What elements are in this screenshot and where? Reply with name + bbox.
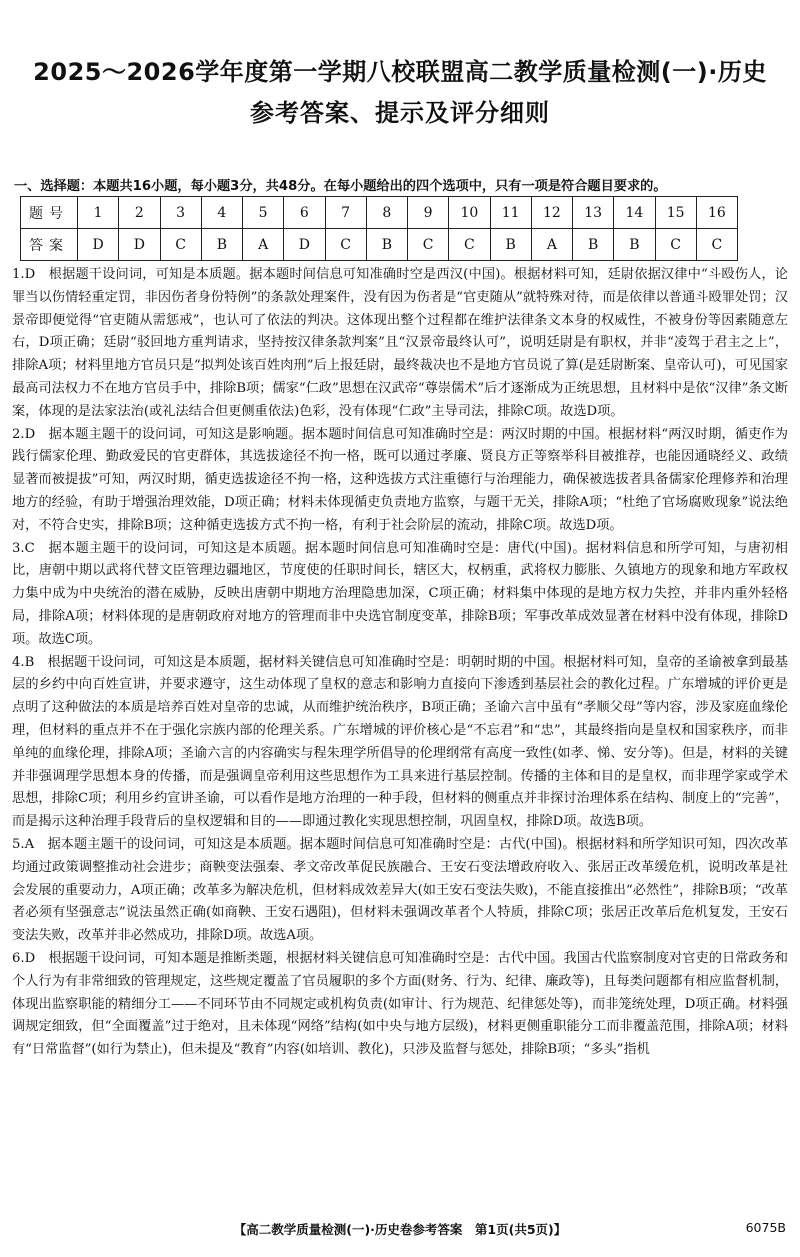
answer-table	[20, 196, 738, 261]
table-cell: B	[201, 229, 242, 261]
table-cell: C	[449, 229, 490, 261]
table-cell: 9	[408, 197, 449, 229]
table-cell: D	[284, 229, 325, 261]
table-cell: 11	[490, 197, 531, 229]
table-row-answers	[21, 229, 738, 261]
explanation-paragraph-6: 6.D 根据题干设问词，可知本题是推断类题，根据材料关键信息可知准确时空是：古代中国。我国古代监察制度对官吏的日常政务和个人行为有非常细致的管理规定，这些规定覆盖了官员履职的多个方面(财务、行为、纪律、廉政等)，且每类问题都有相应监督机制，体现出监察职能的精细分工——不同环节由不同规定或机构负责(如审计、行为规范、纪律惩处等)，而非笼统处理，D项正确。材料强调规定细致，但“全面覆盖”过于绝对，且未体现“网络”结构(如中央与地方层级)，材料更侧重职能分工而非覆盖范围，排除A项；材料有“日常监督”(如行为禁止)，但未提及“教育”内容(如培训、教化)，只涉及监督与惩处，排除B项；“多头”指机	[12, 950, 788, 1058]
footer-page-info: 【高二教学质量检测(一)·历史卷参考答案 第1页(共5页)】	[233, 1222, 567, 1237]
page-subtitle: 参考答案、提示及评分细则	[250, 99, 550, 127]
table-cell: D	[119, 229, 160, 261]
table-cell: B	[490, 229, 531, 261]
table-cell: B	[366, 229, 407, 261]
explanation-paragraph-1: 1.D 根据题干设问词，可知是本质题。据本题时间信息可知准确时空是西汉(中国)。根据材料可知，廷尉依据汉律中“斗殴伤人，论罪当以伤情轻重定罚，非因伤者身份特例”的条款处理案件，没有因为伤者是“官吏随从”就特殊对待，而是依律以普通斗殴罪处罚；汉景帝即便觉得“官吏随从需惩戒”，也认可了依法的判决。这体现出整个过程都在维护法律条文本身的权威性，不被身份等因素随意左右，D项正确；廷尉“驳回地方重判请求，坚持按汉律条款判案”且“汉景帝最终认可”，说明廷尉是有职权，并非“凌驾于君主之上”，排除A项；材料里地方官员只是“拟判处该百姓肉刑”后上报廷尉，最终裁决也不是地方官员说了算(是廷尉断案、皇帝认可)，可见国家最高司法权力不在地方官员手中，排除B项；儒家“仁政”思想在汉武帝“尊崇儒术”后才逐渐成为正统思想，且材料中是依“汉律”条文断案，体现的是法家法治(或礼法结合但更侧重依法)色彩，没有体现“仁政”主导司法，排除C项。故选D项。	[12, 267, 788, 419]
table-cell: C	[408, 229, 449, 261]
explanation-paragraph-3: 3.C 据本题主题干的设问词，可知这是本质题。据本题时间信息可知准确时空是：唐代(中国)。据材料信息和所学可知，与唐初相比，唐朝中期以武将代替文臣管理边疆地区，节度使的任职时间长，辖区大，权柄重，武将权力膨胀、久镇地方的现象和地方军政权力集中成为中央统治的潜在威胁，反映出唐朝中期地方治理隐患加深，C项正确；材料集中体现的是地方权力失控，并非内重外轻格局，排除A项；材料体现的是唐朝政府对地方的管理而非中央选官制度变革，排除B项；军事改革成效显著在材料中没有体现，排除D项。故选C项。	[12, 540, 788, 647]
table-cell: C	[655, 229, 696, 261]
table-cell: 6	[284, 197, 325, 229]
table-cell: 13	[573, 197, 614, 229]
table-cell: B	[573, 229, 614, 261]
table-cell: 1	[78, 197, 119, 229]
table-cell: A	[243, 229, 284, 261]
footer-code: 6075B	[745, 1220, 786, 1235]
table-cell: 14	[614, 197, 655, 229]
section-instruction: 一、选择题：本题共16小题，每小题3分，共48分。在每小题给出的四个选项中，只有一项是符合题目要求的。	[14, 179, 667, 194]
page-footer	[0, 1220, 800, 1240]
table-cell: C	[696, 229, 737, 261]
explanation-paragraph-4: 4.B 根据题干设问词，可知这是本质题，据材料关键信息可知准确时空是：明朝时期的中国。根据材料可知，皇帝的圣谕被拿到最基层的乡约中向百姓宣讲，并要求遵守，这生动体现了皇权的意志和影响力直接向下渗透到基层社会的教化过程。广东增城的评价更是点明了这种做法的本质是培养百姓对皇帝的忠诚，从而维护统治秩序，B项正确；圣谕六言中虽有“孝顺父母”等内容，涉及家庭血缘伦理，但材料的重点并不在于强化宗族内部的伦理关系。广东增城的评价核心是“不忘君”和“忠”，其最终指向是皇权和国家秩序，而非单纯的血缘伦理，排除A项；圣谕六言的内容确实与程朱理学所倡导的伦理纲常有高度一致性(如孝、悌、安分等)。但是，材料的关键并非强调理学思想本身的传播，而是强调皇帝利用这些思想作为工具来进行基层控制。传播的主体和目的是皇权，而非理学家或学术思想，排除C项；利用乡约宣讲圣谕，可以看作是地方治理的一种手段，但材料的侧重点并非探讨治理体系在结构、制度上的“完善”，而是揭示这种治理手段背后的皇权逻辑和目的——即通过教化实现思想控制，巩固皇权，排除D项。故选B项。	[12, 654, 788, 830]
explanation-paragraph-2: 2.D 据本题主题干的设问词，可知这是影响题。据本题时间信息可知准确时空是：两汉时期的中国。根据材料“两汉时期，循吏作为践行儒家伦理、勤政爱民的官吏群体，其选拔途径不拘一格，既可以通过孝廉、贤良方正等察举科目被推荐，也能因通晓经义、政绩显著而被提拔”可知，两汉时期，循吏选拔途径不拘一格，这种选拔方式注重德行与治理能力，确保被选拔者具备儒家伦理修养和治理地方的经验，有助于增强治理效能，D项正确；材料未体现循吏负责地方监察，与题干无关，排除A项；“杜绝了官场腐败现象”说法绝对，不符合史实，排除B项；这种循吏选拔方式不拘一格，有利于社会阶层的流动，排除C项。故选D项。	[12, 426, 788, 533]
table-cell: A	[531, 229, 572, 261]
answer-explanations	[12, 264, 788, 1062]
explanation-paragraph-5: 5.A 据本题主题干的设问词，可知这是本质题。据本题时间信息可知准确时空是：古代(中国)。根据材料和所学知识可知，四次改革均通过政策调整推动社会进步；商鞅变法强秦、孝文帝改革促民族融合、王安石变法增政府收入、张居正改革缓危机，说明改革是社会发展的重要动力，A项正确；改革多为解决危机，但材料成效差异大(如王安石变法失败)，不能直接推出“必然性”，排除B项；“改革者必须有坚强意志”说法虽然正确(如商鞅、王安石遇阻)，但材料未强调改革者个人特质，排除C项；张居正改革后危机复发，王安石变法失败，改革并非必然成功，排除D项。故选A项。	[12, 836, 788, 944]
table-cell: C	[325, 229, 366, 261]
row-label-number: 题号	[21, 197, 78, 229]
table-cell: 4	[201, 197, 242, 229]
table-cell: 12	[531, 197, 572, 229]
table-cell: 16	[696, 197, 737, 229]
table-row-numbers	[21, 197, 738, 229]
table-cell: 8	[366, 197, 407, 229]
table-cell: 2	[119, 197, 160, 229]
table-cell: 15	[655, 197, 696, 229]
table-cell: B	[614, 229, 655, 261]
table-cell: 10	[449, 197, 490, 229]
table-cell: 3	[160, 197, 201, 229]
table-cell: 7	[325, 197, 366, 229]
table-cell: C	[160, 229, 201, 261]
table-cell: 5	[243, 197, 284, 229]
page-title: 2025～2026学年度第一学期八校联盟高二教学质量检测(一)·历史	[33, 58, 767, 86]
row-label-answer: 答案	[21, 229, 78, 261]
table-cell: D	[78, 229, 119, 261]
